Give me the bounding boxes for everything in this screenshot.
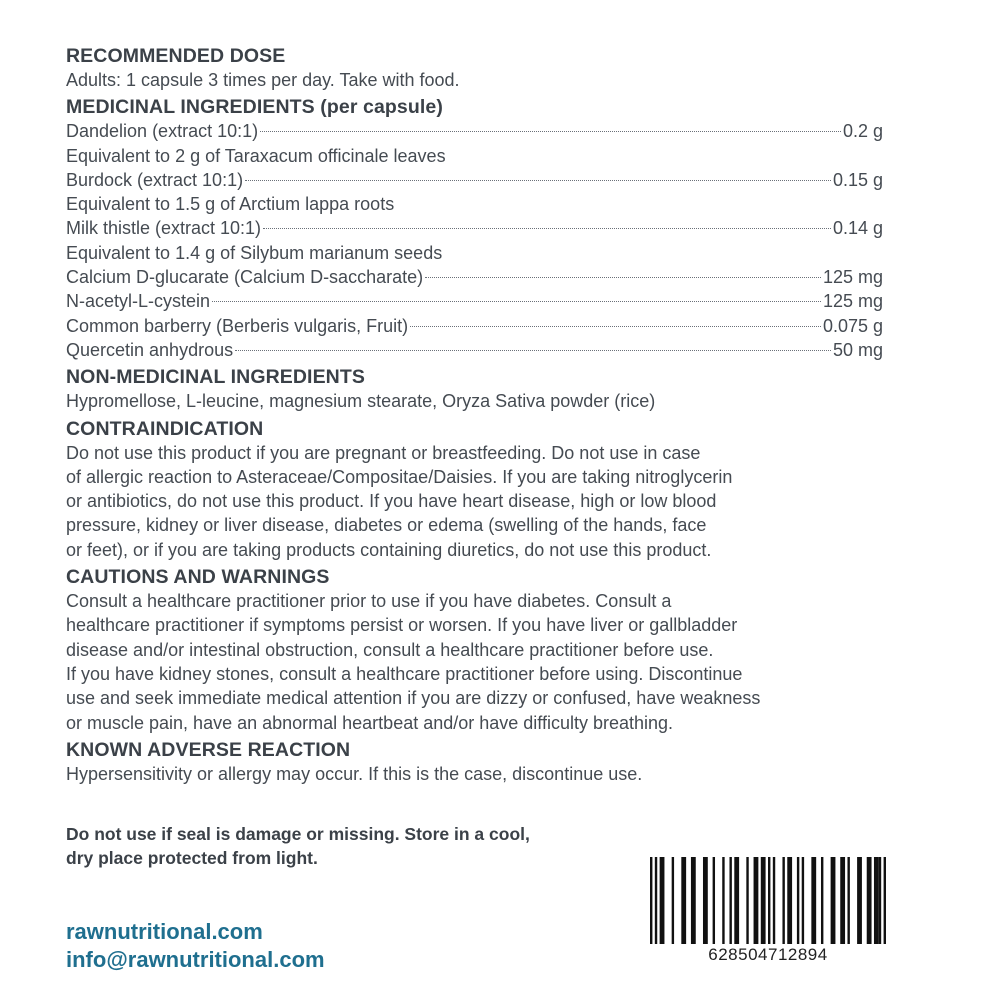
barcode-bar (831, 857, 836, 945)
supplement-label (66, 44, 886, 786)
ingredient-row (66, 216, 883, 240)
dot-leader (245, 180, 831, 181)
dot-leader (263, 228, 831, 229)
contraindication-line: or feet), or if you are taking products containing diuretics, do not use this product. (66, 539, 712, 560)
ingredient-amount: 50 mg (832, 339, 883, 360)
barcode-bar (754, 857, 759, 945)
ingredient-amount: 0.075 g (822, 315, 883, 336)
contraindication-line: of allergic reaction to Asteraceae/Compositae/Daisies. If you are taking nitroglycerin (66, 466, 733, 487)
barcode-bar (879, 857, 881, 945)
ingredient-row (66, 289, 883, 313)
contact-info (66, 918, 325, 974)
storage-line: Do not use if seal is damage or missing. Store in a cool, (66, 824, 530, 844)
contraindication-line: pressure, kidney or liver disease, diabetes or edema (swelling of the hands, face (66, 515, 707, 536)
barcode-bar (681, 857, 686, 945)
dose-text: Adults: 1 capsule 3 times per day. Take with food. (66, 70, 460, 90)
barcode-bar (847, 857, 849, 945)
adverse-heading: KNOWN ADVERSE REACTION (66, 738, 351, 761)
barcode-bar (797, 857, 799, 945)
cautions-line: healthcare practitioner if symptoms persist or worsen. If you have liver or gallbladder (66, 615, 738, 636)
barcode-bar (734, 857, 739, 945)
barcode-bar (782, 857, 784, 945)
barcode-bar (867, 857, 872, 945)
ingredient-row (66, 338, 883, 362)
cautions-line: If you have kidney stones, consult a healthcare practitioner before using. Discontinue (66, 663, 743, 684)
barcode-bar (857, 857, 862, 945)
barcode-bar (672, 857, 674, 945)
barcode-bar (840, 857, 845, 945)
cautions-heading: CAUTIONS AND WARNINGS (66, 566, 330, 589)
cautions-line: disease and/or intestinal obstruction, consult a healthcare practitioner before use. (66, 639, 714, 660)
website-link[interactable]: rawnutritional.com (66, 919, 263, 944)
ingredient-amount: 0.15 g (832, 169, 883, 190)
barcode-bar (874, 857, 879, 945)
ingredient-equivalent: Equivalent to 1.4 g of Silybum marianum seeds (66, 242, 443, 263)
ingredient-row (66, 265, 883, 289)
storage-warning (66, 822, 666, 870)
dot-leader (410, 326, 821, 327)
ingredient-name: Common barberry (Berberis vulgaris, Fruit) (66, 315, 409, 336)
dot-leader (260, 131, 841, 132)
ingredient-name: N-acetyl-L-cystein (66, 291, 211, 312)
cautions-line: or muscle pain, have an abnormal heartbeat and/or have difficulty breathing. (66, 712, 674, 733)
barcode-bar (722, 857, 724, 945)
ingredient-amount: 0.14 g (832, 218, 883, 239)
barcode-bar (713, 857, 715, 945)
barcode-bar (729, 857, 731, 945)
barcode-bar (746, 857, 748, 945)
storage-line: dry place protected from light. (66, 848, 318, 868)
ingredient-row (66, 314, 883, 338)
contraindication-line: Do not use this product if you are pregnant or breastfeeding. Do not use in case (66, 442, 701, 463)
barcode-bar (821, 857, 823, 945)
ingredient-amount: 125 mg (822, 267, 883, 288)
barcode-bar (761, 857, 766, 945)
ingredient-amount: 0.2 g (842, 121, 883, 142)
cautions-line: use and seek immediate medical attention if you are dizzy or confused, have weakness (66, 688, 761, 709)
ingredient-row (66, 168, 883, 192)
ingredient-name: Burdock (extract 10:1) (66, 169, 244, 190)
cautions-line: Consult a healthcare practitioner prior to use if you have diabetes. Consult a (66, 591, 672, 612)
ingredient-amount: 125 mg (822, 291, 883, 312)
barcode-bar (650, 857, 652, 945)
barcode-bar (655, 857, 657, 945)
dot-leader (235, 350, 831, 351)
ingredient-name: Dandelion (extract 10:1) (66, 121, 259, 142)
dot-leader (212, 301, 821, 302)
medicinal-heading: MEDICINAL INGREDIENTS (per capsule) (66, 96, 443, 119)
dose-heading: RECOMMENDED DOSE (66, 45, 286, 67)
barcode-bar (703, 857, 708, 945)
barcode-bar (691, 857, 696, 945)
email-link[interactable]: info@rawnutritional.com (66, 947, 325, 972)
contraindication-text (66, 441, 886, 562)
dot-leader (425, 277, 821, 278)
barcode-number: 628504712894 (648, 944, 888, 966)
ingredient-equivalent: Equivalent to 2 g of Taraxacum officinale leaves (66, 145, 446, 166)
non-medicinal-text: Hypromellose, L-leucine, magnesium stearate, Oryza Sativa powder (rice) (66, 391, 656, 412)
barcode-bar (802, 857, 804, 945)
barcode-bar (773, 857, 775, 945)
contraindication-heading: CONTRAINDICATION (66, 417, 264, 440)
ingredient-name: Milk thistle (extract 10:1) (66, 218, 262, 239)
non-medicinal-heading: NON-MEDICINAL INGREDIENTS (66, 366, 365, 389)
contraindication-line: or antibiotics, do not use this product. If you have heart disease, high or low blood (66, 491, 717, 512)
barcode-bar (768, 857, 770, 945)
barcode-bar (660, 857, 665, 945)
ingredient-row (66, 119, 883, 143)
cautions-text (66, 589, 886, 735)
barcode-bar (811, 857, 816, 945)
barcode-bar (884, 857, 886, 945)
barcode-bar (787, 857, 792, 945)
ingredient-equivalent: Equivalent to 1.5 g of Arctium lappa roots (66, 194, 395, 215)
ingredient-name: Quercetin anhydrous (66, 339, 234, 360)
medicinal-ingredient-list (66, 119, 886, 362)
adverse-text: Hypersensitivity or allergy may occur. If this is the case, discontinue use. (66, 763, 643, 784)
ingredient-name: Calcium D-glucarate (Calcium D-saccharate) (66, 267, 424, 288)
